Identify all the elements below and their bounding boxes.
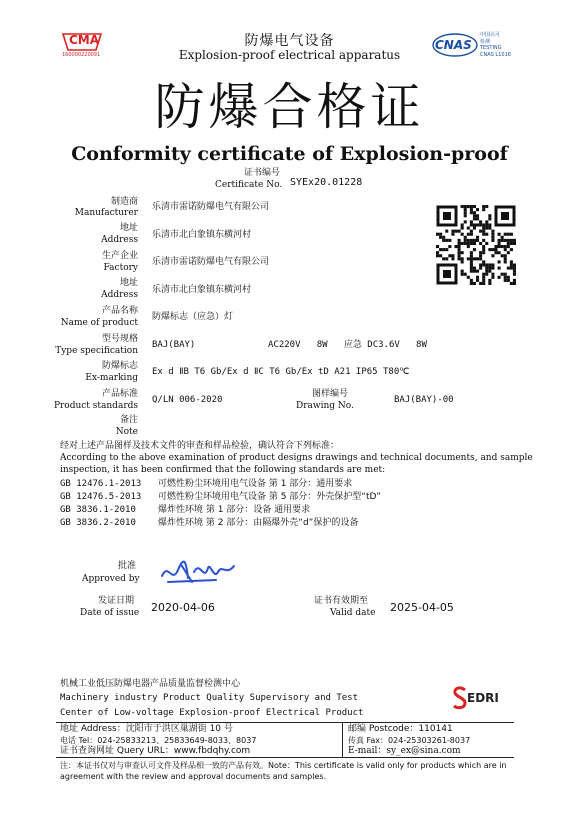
qr-module [436,233,439,236]
qr-module [473,239,476,242]
qr-module [491,239,494,242]
cma-text: CMA [69,33,100,47]
list-item [60,505,520,518]
qr-module [513,242,516,245]
qr-module [498,239,501,242]
address1-label-cn: 地址 [119,223,138,233]
qr-module [482,282,485,285]
qr-module [461,251,464,254]
main-title-en: Conformity certificate of Explosion-proof [71,143,508,165]
footer-postcode: 邮编 Postcode：110141 [348,724,453,734]
qr-module [491,233,494,236]
qr-module [485,220,488,223]
qr-module [476,239,479,242]
qr-module [470,254,473,257]
qr-module [442,236,445,239]
qr-module [513,279,516,282]
ex-marking-label-en: Ex-marking [85,373,138,383]
qr-module [498,267,501,270]
qr-module [454,245,457,248]
qr-module [507,251,510,254]
qr-module [504,248,507,251]
manufacturer-label-cn: 制造商 [110,197,138,207]
qr-module [470,282,473,285]
qr-module [451,230,454,233]
qr-module [461,233,464,236]
qr-module [476,270,479,273]
factory-value: 乐清市雷诺防爆电气有限公司 [152,257,270,267]
qr-module [461,227,464,230]
standard-code: GB 12476.1-2013 [60,479,142,489]
qr-module [470,242,473,245]
qr-module [473,227,476,230]
qr-module [498,251,501,254]
qr-module [470,239,473,242]
drawing-label-cn: 图样编号 [312,389,349,399]
cnas-label-en: TESTING [480,45,502,51]
ex-marking-value: Ex d ⅡB T6 Gb/Ex d ⅡC T6 Gb/Ex tD A21 IP65 T80℃ [152,367,410,377]
qr-module [473,214,476,217]
product-label-cn: 产品名称 [101,306,138,316]
qr-module [488,223,491,226]
qr-module [510,282,513,285]
qr-module [513,273,516,276]
qr-module [488,248,491,251]
qr-module [464,239,467,242]
qr-module [458,239,461,242]
qr-module [442,248,445,251]
footer-fax: 传真 Fax：024-25303261-8037 [348,736,471,745]
qr-module [439,236,442,239]
qr-module [504,273,507,276]
qr-module [467,242,470,245]
qr-module [488,282,491,285]
manufacturer-value: 乐清市雷诺防爆电气有限公司 [152,202,270,212]
standard-code: GB 3836.1-2010 [60,505,136,515]
qr-module [494,251,497,254]
qr-module [491,263,494,266]
standards-list [60,479,520,531]
qr-module [485,263,488,266]
qr-module [458,230,461,233]
qr-code-icon [436,205,516,285]
qr-module [498,242,501,245]
qr-module [476,279,479,282]
qr-module [510,263,513,266]
qr-module [482,227,485,230]
cnas-text: CNAS [435,38,472,52]
drawing-value: BAJ(BAY)-00 [394,395,454,405]
qr-module [467,227,470,230]
approved-label-cn: 批准 [118,561,137,571]
qr-module [458,245,461,248]
qr-module [510,242,513,245]
standards-value: Q/LN 006-2020 [152,395,223,405]
qr-module [476,276,479,279]
approved-label-en: Approved by [82,574,140,584]
qr-module [498,260,501,263]
qr-module [464,205,467,208]
issue-label-en: Date of issue [80,608,140,618]
org-en-2: Center of Low-voltage Explosion-proof Electrical Product [60,708,364,718]
qr-module [513,267,516,270]
qr-module [467,276,470,279]
product-label-en: Name of product [60,318,138,328]
qr-module [491,254,494,257]
qr-module [458,254,461,257]
qr-module [482,239,485,242]
qr-module [488,214,491,217]
qr-module [445,230,448,233]
qr-module [470,270,473,273]
product-value: 防爆标志（应急）灯 [152,312,234,322]
qr-module [494,248,497,251]
qr-module [504,239,507,242]
standard-desc: 爆炸性环境 第 1 部分：设备 通用要求 [158,505,311,515]
qr-module [504,233,507,236]
qr-module [479,254,482,257]
qr-module [491,236,494,239]
footer-email: E-mail：sy_ex@sina.com [348,746,461,756]
qr-module [479,230,482,233]
qr-module [491,273,494,276]
qr-module [464,208,467,211]
qr-module [461,273,464,276]
factory-label-en: Factory [103,263,138,273]
qr-module [464,220,467,223]
footer-note-2: agreement with the review and approval documents and samples. [60,772,327,781]
qr-module [461,260,464,263]
cert-no-label-en: Certificate No. [215,180,283,190]
qr-module [445,257,448,260]
standard-code: GB 12476.5-2013 [60,492,142,502]
qr-module [439,248,442,251]
qr-module [464,273,467,276]
qr-module [507,279,510,282]
signature-icon [158,556,238,590]
qr-module [501,273,504,276]
list-item [60,492,520,505]
qr-module [470,257,473,260]
qr-module [479,220,482,223]
cma-number: 160000220091 [62,52,101,58]
qr-module [498,276,501,279]
qr-module [458,257,461,260]
list-item [60,518,520,531]
qr-module [448,239,451,242]
edri-text: EDRI [467,691,499,705]
qr-module [470,208,473,211]
qr-module [451,257,454,260]
standard-desc: 可燃性粉尘环境用电气设备 第 5 部分：外壳保护型“tD” [158,492,381,502]
qr-module [461,223,464,226]
qr-module [461,270,464,273]
cnas-label-cn: 中国认可 [480,32,501,38]
main-title-cn: 防爆合格证 [154,78,425,136]
qr-module [470,260,473,263]
qr-module [482,260,485,263]
note-label-cn: 备注 [119,415,138,425]
qr-module [476,208,479,211]
qr-module [513,239,516,242]
qr-module [442,257,445,260]
qr-module [473,267,476,270]
qr-module [470,279,473,282]
qr-module [464,214,467,217]
standard-code: GB 3836.2-2010 [60,518,136,528]
qr-module [482,233,485,236]
qr-module [504,279,507,282]
qr-module [470,230,473,233]
address1-value: 乐清市北白象镇东横河村 [152,230,252,240]
qr-module [485,242,488,245]
qr-module [485,227,488,230]
footer-note-1: 注：本证书仅对与审查认可文件及样品相一致的产品有效。Note：This certificate is valid only for products which are in [60,761,507,770]
qr-module [510,239,513,242]
qr-module [458,251,461,254]
qr-module [467,205,470,208]
qr-module [467,245,470,248]
qr-module [482,248,485,251]
qr-module [464,242,467,245]
qr-module [507,276,510,279]
qr-module [510,233,513,236]
qr-module [498,233,501,236]
qr-module [479,251,482,254]
issue-label-cn: 发证日期 [98,596,135,606]
qr-module [467,257,470,260]
qr-module [436,245,439,248]
qr-module [479,267,482,270]
qr-module [491,230,494,233]
valid-label-cn: 证书有效期至 [314,596,369,606]
standard-desc: 可燃性粉尘环境用电气设备 第 1 部分：通用要求 [158,479,353,489]
qr-module [488,217,491,220]
qr-module [513,270,516,273]
qr-module [476,223,479,226]
footer-divider-top [56,722,514,723]
qr-module [482,245,485,248]
qr-module [494,245,497,248]
qr-module [501,236,504,239]
qr-module [504,276,507,279]
qr-module [439,233,442,236]
qr-module [482,230,485,233]
qr-module [473,211,476,214]
qr-module [482,251,485,254]
type-spec-value: AC220V 8W 应急 DC3.6V 8W [268,340,427,350]
qr-module [458,242,461,245]
qr-module [510,260,513,263]
qr-module [485,205,488,208]
qr-module [442,239,445,242]
address2-label-cn: 地址 [119,278,138,288]
list-item [60,479,520,492]
manufacturer-label-en: Manufacturer [74,208,138,218]
qr-module [464,211,467,214]
qr-module [473,248,476,251]
qr-module [485,270,488,273]
qr-module [470,223,473,226]
qr-module [448,245,451,248]
edri-logo [452,686,516,712]
qr-module [467,233,470,236]
qr-module [513,263,516,266]
qr-module [461,242,464,245]
qr-module [473,205,476,208]
qr-module [473,257,476,260]
qr-module [482,208,485,211]
qr-module [482,223,485,226]
edri-s-icon [452,686,468,710]
qr-module [445,248,448,251]
address1-label-en: Address [101,235,138,245]
statement-cn: 经对上述产品图样及技术文件的审查和样品检验，确认符合下列标准： [60,441,340,451]
address2-label-en: Address [101,290,138,300]
statement-en-1: According to the above examination of product designs drawings and technical documents, and sample [60,453,533,463]
qr-module [467,239,470,242]
qr-module [479,257,482,260]
address2-value: 乐清市北白象镇东横河村 [152,285,252,295]
qr-module [501,245,504,248]
valid-date: 2025-04-05 [390,601,454,614]
qr-module [488,227,491,230]
qr-module [498,245,501,248]
footer-url: 证书查询网址 Query URL：www.fbdqhy.com [60,746,251,756]
cert-no-label-cn: 证书编号 [244,168,281,178]
qr-module [510,248,513,251]
qr-module [470,205,473,208]
qr-module [448,254,451,257]
org-cn: 机械工业低压防爆电器产品质量监督检测中心 [60,679,241,689]
qr-module [482,263,485,266]
qr-module [476,236,479,239]
cnas-label-cn2: 检测 [480,39,491,45]
ex-marking-label-cn: 防爆标志 [101,361,138,371]
type-spec-label-cn: 型号规格 [101,334,138,344]
qr-module [507,242,510,245]
qr-module [464,236,467,239]
valid-label-en: Valid date [330,608,376,618]
qr-module [436,251,439,254]
qr-module [458,248,461,251]
qr-module [473,282,476,285]
cnas-logo [432,28,512,62]
statement-en-2: inspection, it has been confirmed that the following standards are met: [60,465,386,475]
qr-module [485,223,488,226]
qr-module [470,233,473,236]
qr-module [510,267,513,270]
qr-module [504,257,507,260]
standard-desc: 爆炸性环境 第 2 部分：由隔爆外壳“d”保护的设备 [158,518,359,528]
cert-no-value: SYEx20.01228 [290,177,363,188]
qr-module [454,230,457,233]
issue-date: 2020-04-06 [151,601,215,614]
qr-module [479,263,482,266]
qr-module [473,270,476,273]
qr-module [482,273,485,276]
qr-module [476,214,479,217]
standards-label-cn: 产品标准 [101,389,138,399]
qr-module [479,242,482,245]
qr-module [507,233,510,236]
qr-module [479,223,482,226]
qr-module [451,254,454,257]
type-spec-model: BAJ(BAY) [152,340,196,350]
qr-module [507,245,510,248]
qr-module [470,263,473,266]
qr-module [485,273,488,276]
factory-label-cn: 生产企业 [101,251,138,261]
qr-module [507,267,510,270]
qr-module [491,248,494,251]
qr-module [491,267,494,270]
qr-module [488,279,491,282]
qr-module [488,263,491,266]
qr-module [485,267,488,270]
org-en-1: Machinery industry Product Quality Supervisory and Test [60,693,359,703]
qr-module [473,223,476,226]
qr-module [476,257,479,260]
qr-module [482,205,485,208]
qr-module [501,239,504,242]
qr-module [436,254,439,257]
qr-module [482,276,485,279]
qr-module [473,217,476,220]
qr-module [473,242,476,245]
qr-module [461,205,464,208]
qr-module [461,257,464,260]
header-title-cn: 防爆电气设备 [244,33,335,49]
qr-module [470,220,473,223]
footer-divider-bottom [56,757,514,758]
qr-module [470,267,473,270]
qr-module [445,239,448,242]
qr-module [476,217,479,220]
qr-module [504,254,507,257]
qr-module [439,254,442,257]
qr-module [479,282,482,285]
qr-module [485,233,488,236]
footer-divider-vertical [342,722,343,757]
qr-module [507,239,510,242]
type-spec-label-en: Type specification [55,346,138,356]
qr-module [501,254,504,257]
footer-address: 地址 Address：沈阳市于洪区巢湖街 10 号 [60,724,233,734]
qr-module [482,279,485,282]
qr-module [504,245,507,248]
qr-module [488,270,491,273]
standards-label-en: Product standards [53,401,138,411]
header-title-en: Explosion-proof electrical apparatus [178,48,401,62]
cnas-number: CNAS L1016 [480,52,511,58]
note-label-en: Note [115,427,138,437]
qr-module [488,267,491,270]
footer-tel: 电话 Tel：024-25833213、25833649-8033、8037 [60,736,257,745]
qr-module [504,260,507,263]
drawing-label-en: Drawing No. [296,401,354,411]
qr-module [451,233,454,236]
qr-module [470,211,473,214]
qr-module [513,282,516,285]
qr-module [491,276,494,279]
qr-module [470,251,473,254]
